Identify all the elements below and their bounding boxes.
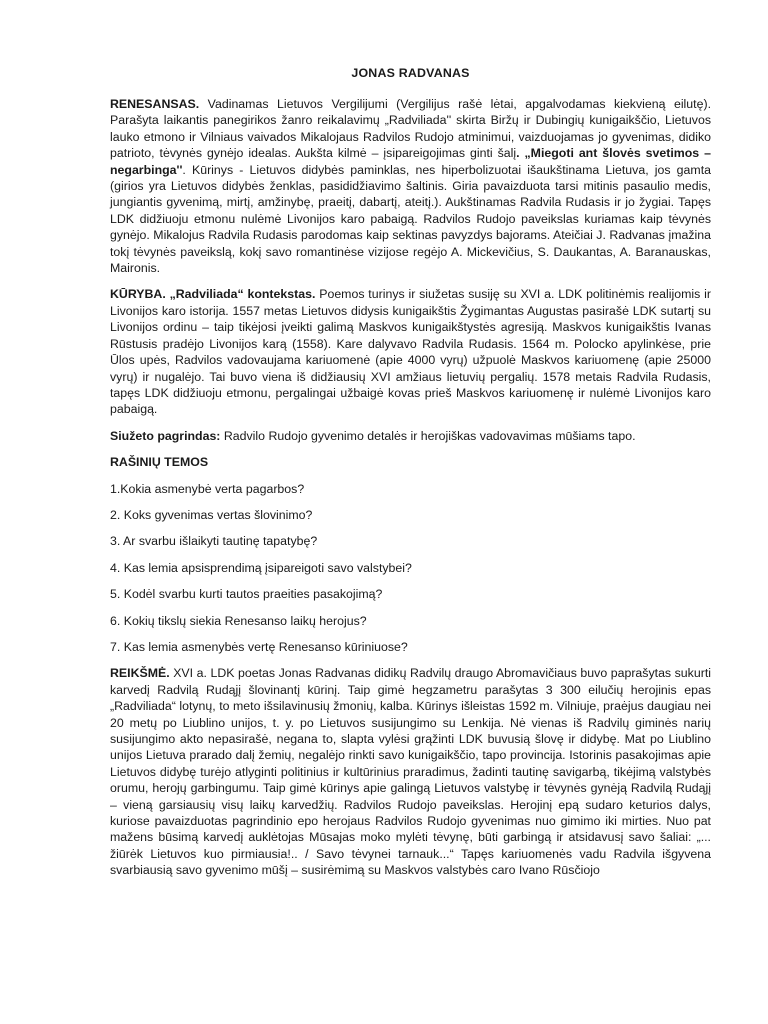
topic-item: 3. Ar svarbu išlaikyti tautinę tapatybę? bbox=[110, 534, 318, 549]
renesansas-label: RENESANSAS. bbox=[110, 97, 200, 111]
renesansas-text-a: Vadinamas Lietuvos Vergilijumi (Vergilijus rašė lėtai, apgalvodamas kiekvieną eilutę). Parašyta laikantis panegirikos žanro reikalavimų „Radviliada'' skirta Biržų ir Dubingių kunigaikščio, Lietuvos lauko etmono ir Vilniaus vaivados Mikalojaus Radvilos Rudojo atminimui, vaizduojamas jo gyvenimas, didiko patrioto, tėvynės gynėjo idealas. Aukšta kilmė – įsipareigojimas ginti šalį bbox=[110, 97, 711, 161]
siuzetas-paragraph bbox=[110, 428, 711, 444]
kuryba-text: Poemos turinys ir siužetas susiję su XVI a. LDK politinėmis realijomis ir Livonijos karo istorija. 1557 metas Lietuvos didysis kunigaikštis Žygimantas Augustas pasirašė LDK sutartį su Livonijos ordinu – taip tikėjosi įveikti galimą Maskvos kunigaikštystės agresiją. Maskvos kunigaikštis Ivanas Rūstusis pradėjo Livonijos karą (1558). Kare dalyvavo Radvila Rudasis. 1564 m. Polocko apylinkėse, prie Ūlos upės, Radvilos vadovaujama kariuomenė (apie 4000 vyrų) užpuolė Maskvos kariuomenę (apie 25000 vyrų) ir nugalėjo. Tai buvo viena iš didžiausių XVI amžiaus lietuvių pergalių. 1578 metais Radvila Rudasis, tapęs LDK didžiuoju etmonu, pergalingai užbaigė kovas prieš Maskvos kariuomenę ir nulėmė Livonijos karo pabaigą. bbox=[110, 287, 711, 417]
temos-heading: RAŠINIŲ TEMOS bbox=[110, 455, 209, 470]
kuryba-label: KŪRYBA. „Radviliada“ kontekstas. bbox=[110, 287, 316, 302]
topic-item: 1.Kokia asmenybė verta pagarbos? bbox=[110, 481, 305, 496]
topic-item: 7. Kas lemia asmenybės vertę Renesanso kūriniuose? bbox=[110, 639, 408, 654]
siuzetas-text: Radvilo Rudojo gyvenimo detalės ir herojiškas vadovavimas mūšiams tapo. bbox=[220, 428, 636, 443]
topics-list bbox=[110, 481, 711, 656]
renesansas-quote: . „Miegoti ant šlovės svetimos – negarbinga'' bbox=[110, 146, 711, 177]
document-title: JONAS RADVANAS bbox=[351, 66, 470, 80]
topic-item: 6. Kokių tikslų siekia Renesanso laikų herojus? bbox=[110, 613, 367, 628]
renesansas-paragraph bbox=[110, 96, 711, 276]
siuzetas-label: Siužeto pagrindas: bbox=[110, 428, 221, 443]
reiksme-text: XVI a. LDK poetas Jonas Radvanas didikų Radvilų draugo Abromavičiaus buvo paprašytas sukurti karvedį Radvilą Rudąjį šlovinantį kūrinį. Taip gimė hegzametru parašytas 3 300 eilučių herojinis epas „Radviliada“ lotynų, to meto išsilavinusių žmonių, kalba. Kūrinys išleistas 1592 m. Vilniuje, praėjus daugiau nei 20 metų po Liublino unijos, t. y. po Lietuvos susijungimo su Lenkija. Nė vienas iš Radvilų giminės narių susijungimo akto nepasirašė, negana to, slapta vylėsi grąžinti LDK buvusią šlovę ir didybę. Mat po Liublino unijos Lietuva prarado dalį žemių, negalėjo rinkti savo kunigaikščio, tapo provincija. Istorinis pasakojimas apie Lietuvos didybę turėjo atlyginti politinius ir kultūrinius praradimus, žadinti tautinę savigarbą, tikėjimą valstybės orumu, herojų garbingumu. Taip gimė kūrinys apie galingą Lietuvos valstybę ir tėvynės gynėją Radvilą Rudąjį – vieną garsiausių visų laikų karvedžių. Radvilos Rudojo paveikslas. Herojinį epą sudaro keturios dalys, kuriose pavaizduotas pagrindinio epo herojaus Radvilos Rudojo gyvenimas nuo gimimo iki mirties. Nuo pat mažens būsimą karvedį auklėtojas Mūsajas moko mylėti tėvynę, būti garbingą ir atsidavusį savo šaliai: „... žiūrėk Lietuvos kuo pirmiausia!.. / Savo tėvynei tarnauk...“ Tapęs kariuomenės vadu Radvila išgyvena svarbiausią savo gyvenimo mūšį – susirėmimą su Maskvos valstybės caro Ivano Rūsčiojo bbox=[110, 666, 711, 878]
reiksme-label: REIKŠMĖ. bbox=[110, 666, 170, 681]
kuryba-paragraph bbox=[110, 286, 711, 417]
reiksme-paragraph bbox=[110, 665, 711, 878]
topic-item: 2. Koks gyvenimas vertas šlovinimo? bbox=[110, 507, 313, 522]
topic-item: 5. Kodėl svarbu kurti tautos praeities pasakojimą? bbox=[110, 587, 383, 602]
topic-item: 4. Kas lemia apsisprendimą įsipareigoti savo valstybei? bbox=[110, 560, 412, 575]
renesansas-text-b: . Kūrinys - Lietuvos didybės paminklas, nes hiperbolizuotai išaukštinama Lietuva, jos gamta (girios yra Lietuvos didybės ženklas, pasididžiavimo šaltinis. Giria pavaizduota tarsi mitinis pasaulio medis, jungiantis gyvenimą, mirtį, amžinybę, praeitį, dabartį, ateitį.). Aukštinamas Radvila Rudasis ir jo žygiai. Tapęs LDK didžiuoju etmonu nulėmė Livonijos karo pabaigą. Radvilos Rudojo paveikslas kuriamas kaip tėvynės gynėjo. Mikalojus Radvila Rudasis parodomas kaip sektinas pavyzdys bajorams. Ateičiai J. Radvanas įmažina tokį tėvynės paveikslą, kokį savo romantinėse vizijose regėjo A. Mickevičius, S. Daukantas, A. Baranauskas, Maironis. bbox=[110, 162, 711, 276]
